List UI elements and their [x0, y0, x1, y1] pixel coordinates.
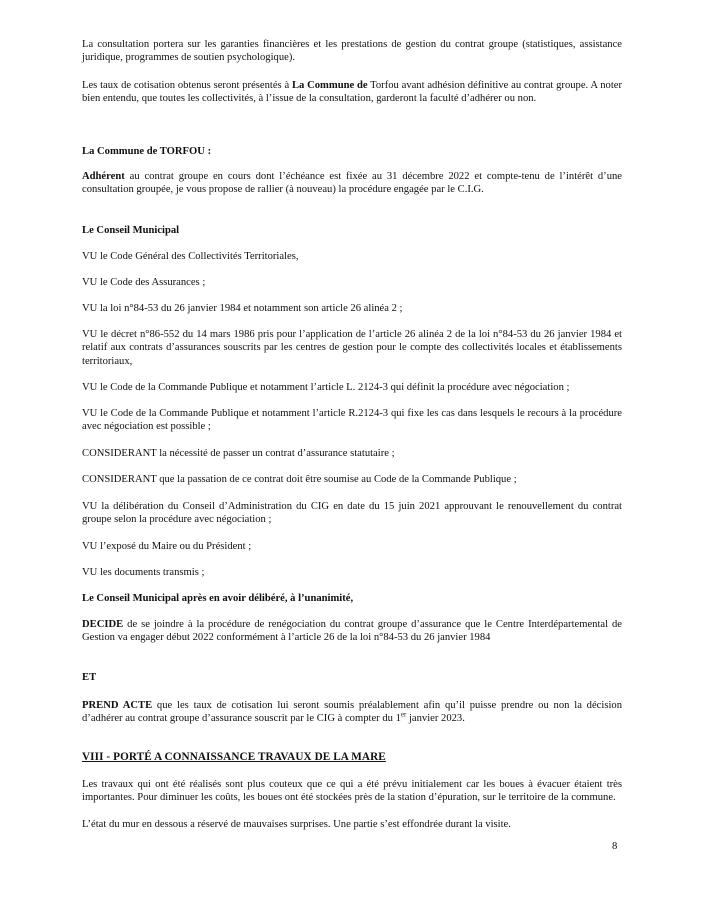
vu-deliberation-cig: VU la délibération du Conseil d’Administration du CIG en date du 15 juin 2021 approuvant le renouvellement du contrat groupe selon la procédure avec négociation ; [82, 501, 622, 526]
vu-expose-maire: VU l’exposé du Maire ou du Président ; [82, 541, 252, 552]
deliberation-line: Le Conseil Municipal après en avoir délibéré, à l’unanimité, [82, 593, 354, 604]
paragraph-prend-acte [82, 699, 622, 726]
section-heading-travaux-mare: VIII - PORTÉ A CONNAISSANCE TRAVAUX DE LA MARE [82, 751, 386, 763]
paragraph-taux [82, 79, 622, 106]
vu-cgct: VU le Code Général des Collectivités Territoriales, [82, 251, 299, 262]
commune-bold: La Commune de [291, 80, 368, 91]
vu-loi-84-53: VU la loi n°84-53 du 26 janvier 1984 et notamment son article 26 alinéa 2 ; [82, 303, 403, 314]
et-line: ET [82, 672, 97, 683]
considerant-1: CONSIDERANT la nécessité de passer un contrat d’assurance statutaire ; [82, 448, 395, 459]
vu-ccp-l2124: VU le Code de la Commande Publique et notamment l’article L. 2124-3 qui définit la procédure avec négociation ; [82, 382, 570, 393]
prend-acte-bold: PREND ACTE [82, 700, 153, 711]
text-span: au contrat groupe en cours dont l’échéance est fixée au 31 décembre 2022 et compte-tenu de l’intérêt d’une consultation groupée, je vous propose de rallier (à nouveau) la procédure engagée par le C.I.G. [82, 171, 622, 196]
paragraph-adherent [82, 170, 622, 197]
superscript: er [400, 710, 407, 719]
text-span: de se joindre à la procédure de renégociation du contrat groupe d’assurance que le Centre Interdépartemental de Gestion va engager début 2022 conformément à l’article 26 de la loi n°84-53 du 26 janvier 1984 [82, 619, 622, 644]
paragraph-mur: L’état du mur en dessous a réservé de mauvaises surprises. Une partie s’est effondrée durant la visite. [82, 819, 511, 830]
considerant-2: CONSIDERANT que la passation de ce contrat doit être soumise au Code de la Commande Publique ; [82, 474, 517, 485]
paragraph-travaux: Les travaux qui ont été réalisés sont plus couteux que ce qui a été prévu initialement car les boues à évacuer étaient très importantes. Pour diminuer les coûts, les boues ont été stockées près de la station d’épuration, sur le territoire de la commune. [82, 779, 622, 804]
text-span: que les taux de cotisation lui seront soumis préalablement afin qu’il puisse prendre ou non la décision d’adhérer au contrat groupe d’assurance souscrit par le CIG à compter du 1 [82, 700, 622, 725]
page-number: 8 [612, 841, 618, 852]
decide-bold: DECIDE [82, 619, 124, 630]
adherent-bold: Adhérent [82, 171, 125, 182]
conseil-heading: Le Conseil Municipal [82, 225, 180, 236]
vu-documents: VU les documents transmis ; [82, 567, 205, 578]
vu-decret-86-552: VU le décret n°86-552 du 14 mars 1986 pris pour l’application de l’article 26 alinéa 2 de la loi n°84-53 du 26 janvier 1984 et relatif aux contrats d’assurances souscrits par les centres de gestion pour le compte des collectivités locales et établissements territoriaux, [82, 329, 622, 367]
text-span: janvier 2023. [406, 713, 465, 725]
paragraph-consultation: La consultation portera sur les garanties financières et les prestations de gestion du contrat groupe (statistiques, assistance juridique, programmes de soutien psychologique). [82, 39, 622, 64]
vu-code-assurances: VU le Code des Assurances ; [82, 277, 206, 288]
text-span: Les taux de cotisation obtenus seront présentés à [82, 80, 292, 91]
text-span: Torfou avant adhésion définitive au contrat groupe. A noter bien entendu, que toutes les collectivités, à l’issue de la consultation, garderont la faculté d’adhérer ou non. [82, 80, 623, 105]
paragraph-decide [82, 618, 622, 645]
commune-heading: La Commune de TORFOU : [82, 146, 212, 157]
vu-ccp-r2124: VU le Code de la Commande Publique et notamment l’article R.2124-3 qui fixe les cas dans lesquels le recours à la procédure avec négociation est possible ; [82, 408, 622, 433]
